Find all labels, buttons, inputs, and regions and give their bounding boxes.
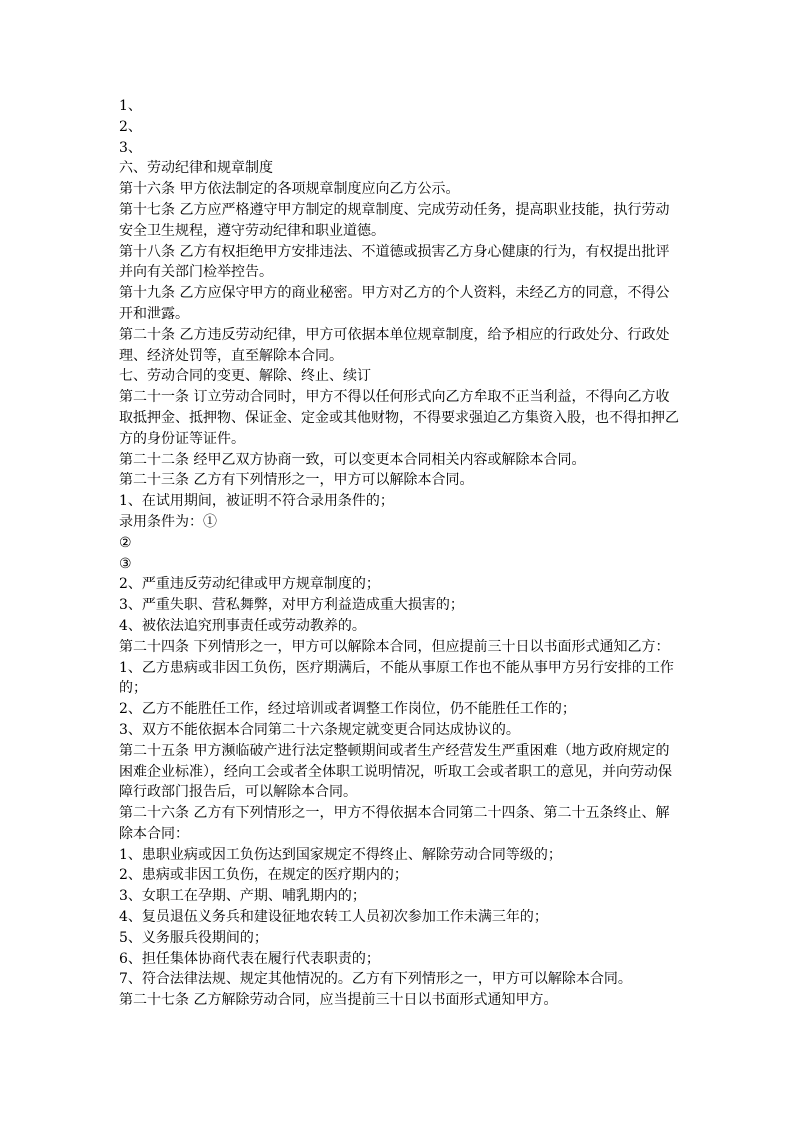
text-line: ③ — [119, 555, 132, 572]
text-line: 理、经济处罚等，直至解除本合同。 — [119, 347, 343, 364]
text-line: 3、严重失职、营私舞弊，对甲方利益造成重大损害的； — [119, 597, 464, 614]
text-line: 2、严重违反劳动纪律或甲方规章制度的； — [119, 576, 380, 593]
text-line: 的； — [119, 680, 147, 697]
section-heading: 六、劳动纪律和规章制度 — [119, 160, 273, 177]
text-line: 并向有关部门检举控告。 — [119, 264, 273, 281]
text-line: 第十六条 甲方依法制定的各项规章制度应向乙方公示。 — [119, 181, 460, 198]
text-line: 4、被依法追究刑事责任或劳动教养的。 — [119, 617, 366, 634]
text-line: 第十七条 乙方应严格遵守甲方制定的规章制度、完成劳动任务，提高职业技能，执行劳动 — [119, 201, 670, 218]
text-line: 6、担任集体协商代表在履行代表职责的； — [119, 950, 380, 967]
text-line: 2、乙方不能胜任工作，经过培训或者调整工作岗位，仍不能胜任工作的； — [119, 701, 576, 718]
text-line: 第二十五条 甲方濒临破产进行法定整顿期间或者生产经营发生严重困难（地方政府规定的 — [119, 742, 670, 759]
text-line: 录用条件为：① — [119, 513, 217, 530]
text-line: 2、患病或非因工负伤，在规定的医疗期内的； — [119, 867, 408, 884]
text-line: 安全卫生规程，遵守劳动纪律和职业道德。 — [119, 222, 385, 239]
text-line: 第十八条 乙方有权拒绝甲方安排违法、不道德或损害乙方身心健康的行为，有权提出批评 — [119, 243, 670, 260]
text-line: 1、在试用期间，被证明不符合录用条件的； — [119, 493, 394, 510]
text-line: 第二十二条 经甲乙双方协商一致，可以变更本合同相关内容或解除本合同。 — [119, 451, 586, 468]
text-line: 5、义务服兵役期间的； — [119, 929, 268, 946]
text-line: 除本合同： — [119, 825, 189, 842]
text-line: 2、 — [119, 118, 142, 135]
text-line: 第二十条 乙方违反劳动纪律，甲方可依据本单位规章制度，给予相应的行政处分、行政处 — [119, 326, 670, 343]
text-line: 3、双方不能依据本合同第二十六条规定就变更合同达成协议的。 — [119, 721, 520, 738]
text-line: 1、 — [119, 98, 142, 114]
text-line: 方的身份证等证件。 — [119, 430, 245, 447]
text-line: 取抵押金、抵押物、保证金、定金或其他财物，不得要求强迫乙方集资入股，也不得扣押乙 — [119, 409, 679, 426]
text-line: 4、复员退伍义务兵和建设征地农转工人员初次参加工作未满三年的； — [119, 909, 548, 926]
text-line: 第十九条 乙方应保守甲方的商业秘密。甲方对乙方的个人资料，未经乙方的同意，不得公 — [119, 285, 670, 302]
text-line: 第二十一条 订立劳动合同时，甲方不得以任何形式向乙方牟取不正当利益，不得向乙方收 — [119, 389, 670, 406]
text-line: 第二十三条 乙方有下列情形之一，甲方可以解除本合同。 — [119, 472, 474, 489]
contract-text-body — [119, 96, 679, 1011]
text-line: 障行政部门报告后，可以解除本合同。 — [119, 784, 357, 801]
text-line: 7、符合法律法规、规定其他情况的。乙方有下列情形之一，甲方可以解除本合同。 — [119, 971, 632, 988]
text-line: 3、 — [119, 139, 142, 156]
text-line: 第二十七条 乙方解除劳动合同，应当提前三十日以书面形式通知甲方。 — [119, 992, 558, 1009]
section-heading: 七、劳动合同的变更、解除、终止、续订 — [119, 368, 371, 385]
text-line: 困难企业标准），经向工会或者全体职工说明情况，听取工会或者职工的意见，并向劳动保 — [119, 763, 672, 780]
text-line: 3、女职工在孕期、产期、哺乳期内的； — [119, 888, 366, 905]
text-line: ② — [119, 534, 132, 551]
text-line: 1、乙方患病或非因工负伤，医疗期满后，不能从事原工作也不能从事甲方另行安排的工作 — [119, 659, 674, 676]
text-line: 第二十四条 下列情形之一，甲方可以解除本合同，但应提前三十日以书面形式通知乙方： — [119, 638, 670, 655]
text-line: 开和泄露。 — [119, 305, 189, 322]
text-line: 1、患职业病或因工负伤达到国家规定不得终止、解除劳动合同等级的； — [119, 846, 562, 863]
text-line: 第二十六条 乙方有下列情形之一，甲方不得依据本合同第二十四条、第二十五条终止、解 — [119, 805, 670, 822]
